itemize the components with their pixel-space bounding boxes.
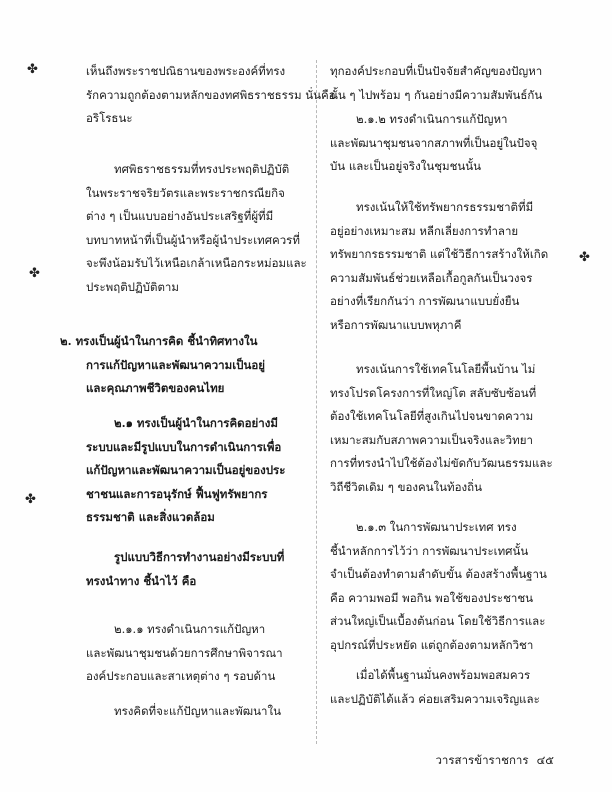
journal-name: วารสารข้าราชการ — [435, 753, 529, 767]
text-line: ต้องใช้เทคโนโลยีที่สูงเกินไปจนขาดความ — [330, 409, 534, 423]
paragraph-intro — [86, 60, 336, 131]
paragraph-2-1-2 — [330, 108, 570, 179]
column-divider — [316, 60, 318, 744]
page-footer — [435, 752, 554, 770]
text-line: ทรงโปรดโครงการที่ใหญ่โต สลับซับซ้อนที่ — [330, 385, 537, 400]
text-line: ชาชนและการอนุรักษ์ ฟื้นฟูทรัพยากร — [86, 486, 268, 501]
paragraph-continuation — [330, 60, 570, 107]
text-line: อริโรธนะ — [86, 111, 133, 125]
text-line: ความสัมพันธ์ช่วยเหลือเกื้อกูลกันเป็นวงจร — [330, 270, 533, 285]
text-line: ส่วนใหญ่เป็นเบื้องต้นก่อน โดยใช้วิธีการและ — [330, 614, 546, 628]
text-line: วิถีชีวิตเดิม ๆ ของคนในท้องถิ่น — [330, 479, 482, 494]
text-line: ในพระราชจริยวัตรและพระราชกรณียกิจ — [86, 185, 285, 200]
text-line: ต่าง ๆ เป็นแบบอย่างอันประเสริฐที่ผู้ที่มี — [86, 209, 274, 223]
text-line: ธรรมชาติ และสิ่งแวดล้อม — [86, 510, 215, 524]
text-line: ทรงนำทาง ชี้นำไว้ คือ — [86, 573, 197, 588]
text-line: ๒.๑.๒ ทรงดำเนินการแก้ปัญหา — [356, 112, 508, 126]
text-line: ๒.๑.๑ ทรงดำเนินการแก้ปัญหา — [114, 622, 266, 636]
text-line: ทรงเน้นการใช้เทคโนโลยีพื้นบ้าน ไม่ — [356, 362, 536, 376]
text-line: และพัฒนาชุมชนด้วยการศึกษาพิจารณา — [86, 645, 283, 660]
text-line: ๒.๑ ทรงเป็นผู้นำในการคิดอย่างมี — [114, 416, 278, 430]
text-line: ชี้นำหลักการไว้ว่า การพัฒนาประเทศนั้น — [330, 543, 529, 558]
text-line: นั้น ๆ ไปพร้อม ๆ กันอย่างมีความสัมพันธ์กัน — [330, 87, 543, 102]
heading-line: การแก้ปัญหาและพัฒนาความเป็นอยู่ — [86, 357, 265, 372]
text-line: อยู่อย่างเหมาะสม หลีกเลี่ยงการทำลาย — [330, 223, 519, 238]
paragraph-tosapit — [86, 158, 310, 299]
paragraph-model — [86, 546, 312, 593]
margin-ornament: ✤ — [27, 62, 38, 77]
paragraph-2-1 — [86, 412, 312, 530]
text-line: และพัฒนาชุมชนจากสภาพที่เป็นอยู่ในปัจจุ — [330, 135, 538, 150]
margin-ornament: ✤ — [29, 266, 40, 281]
text-line: องค์ประกอบและสาเหตุต่าง ๆ รอบด้าน — [86, 669, 276, 683]
text-line: ระบบและมีรูปแบบในการดำเนินการเพื่อ — [86, 439, 282, 454]
text-line: บัน และเป็นอยู่จริงในชุมชนนั้น — [330, 159, 481, 173]
text-line: รูปแบบวิธีการทำงานอย่างมีระบบที่ — [114, 550, 285, 564]
paragraph-2-1-1 — [86, 618, 312, 689]
page-number: ๔๕ — [536, 753, 554, 767]
text-line: แก้ปัญหาและพัฒนาความเป็นอยู่ของประ — [86, 463, 286, 477]
text-line: การที่ทรงนำไปใช้ต้องไม่ขัดกับวัฒนธรรมและ — [330, 456, 553, 470]
text-line: อย่างที่เรียกกันว่า การพัฒนาแบบยั่งยืน — [330, 294, 520, 308]
text-line: บทบาทหน้าที่เป็นผู้นำหรือผู้นำประเทศควรที่ — [86, 232, 300, 247]
text-line: หรือการพัฒนาแบบพหุภาคี — [330, 317, 462, 332]
text-line: ทรงเน้นให้ใช้ทรัพยากรธรรมชาติที่มี — [356, 200, 534, 214]
text-line: ประพฤติปฏิบัติตาม — [86, 279, 179, 294]
text-line: จะพึงน้อมรับไว้เหนือเกล้าเหนือกระหม่อมและ — [86, 256, 307, 270]
paragraph-2-1-3 — [330, 516, 570, 657]
margin-ornament: ✤ — [579, 250, 590, 265]
text-line: เห็นถึงพระราชปณิธานของพระองค์ที่ทรง — [86, 64, 286, 78]
text-line: ทรัพยากรธรรมชาติ แต่ใช้วิธีการสร้างให้เกิด — [330, 247, 549, 261]
text-line: ทุกองค์ประกอบที่เป็นปัจจัยสำคัญของปัญหา — [330, 64, 543, 78]
text-line: และปฏิบัติได้แล้ว ค่อยเสริมความเจริญและ — [330, 691, 540, 706]
text-line: รักความถูกต้องตามหลักของทศพิธราชธรรม นั่นคือ — [86, 87, 336, 102]
text-line: อุปกรณ์ที่ประหยัด แต่ถูกต้องตามหลักวิชา — [330, 637, 534, 652]
margin-ornament: ✤ — [25, 492, 36, 507]
text-line: คือ ความพอมี พอกิน พอใช้ของประชาชน — [330, 590, 534, 605]
paragraph-think — [86, 700, 312, 724]
text-line: ทศพิธราชธรรมที่ทรงประพฤติปฏิบัติ — [114, 162, 290, 176]
heading-line: ๒. ทรงเป็นผู้นำในการคิด ชี้นำทิศทางใน — [60, 334, 258, 348]
heading-line: และคุณภาพชีวิตของคนไทย — [86, 381, 225, 395]
section-heading-2 — [60, 330, 312, 401]
paragraph-resources — [330, 196, 570, 337]
paragraph-technology — [330, 358, 570, 499]
text-line: เหมาะสมกับสภาพความเป็นจริงและวิทยา — [330, 432, 533, 447]
paragraph-basis — [330, 664, 570, 711]
text-line: ทรงคิดที่จะแก้ปัญหาและพัฒนาใน — [114, 704, 281, 718]
text-line: ๒.๑.๓ ในการพัฒนาประเทศ ทรง — [356, 520, 517, 534]
text-line: เมื่อได้พื้นฐานมั่นคงพร้อมพอสมควร — [356, 668, 531, 682]
text-line: จำเป็นต้องทำตามลำดับขั้น ต้องสร้างพื้นฐาน — [330, 567, 547, 581]
